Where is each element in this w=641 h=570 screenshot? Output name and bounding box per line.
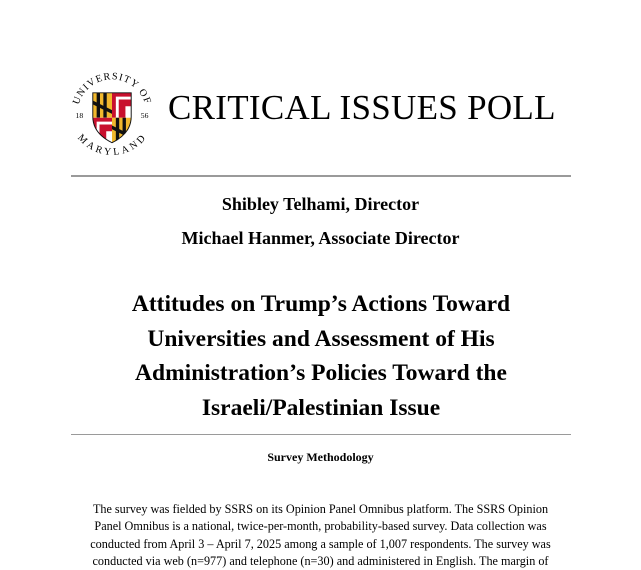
associate-director-name: Michael Hanmer, Associate Director [181, 228, 460, 248]
report-title-line: Administration’s Policies Toward the [135, 360, 507, 386]
title-divider [71, 434, 571, 435]
report-title-line: Israeli/Palestinian Issue [201, 394, 441, 421]
maryland-flag-shield [93, 93, 131, 147]
seal-arc-top-text: UNIVERSITY OF [70, 71, 154, 107]
methodology-paragraph [60, 501, 581, 570]
report-title-line: Universities and Assessment of His [147, 325, 495, 352]
director-name: Shibley Telhami, Director [221, 194, 420, 214]
paragraph-line: Panel Omnibus is a national, twice-per-month, probability-based survey. Data collection was [94, 519, 547, 534]
seal-year-left: 18 [75, 110, 84, 120]
report-title [71, 287, 571, 425]
paragraph-line: The survey was fielded by SSRS on its Opinion Panel Omnibus platform. The SSRS Opinion [92, 502, 549, 516]
seal-arc-bottom-text: MARYLAND [75, 132, 149, 159]
paragraph-line: conducted via web (n=977) and telephone (n=30) and administered in English. The margin of [92, 553, 549, 568]
university-of-maryland-seal [64, 64, 160, 160]
header-divider [71, 175, 571, 177]
section-heading: Survey Methodology [267, 450, 374, 464]
paragraph-line: conducted from April 3 – April 7, 2025 among a sample of 1,007 respondents. The survey was [90, 536, 551, 551]
seal-year-right: 56 [140, 110, 149, 120]
poll-name-heading: CRITICAL ISSUES POLL [168, 88, 556, 127]
report-title-line: Attitudes on Trump’s Actions Toward [131, 291, 511, 317]
